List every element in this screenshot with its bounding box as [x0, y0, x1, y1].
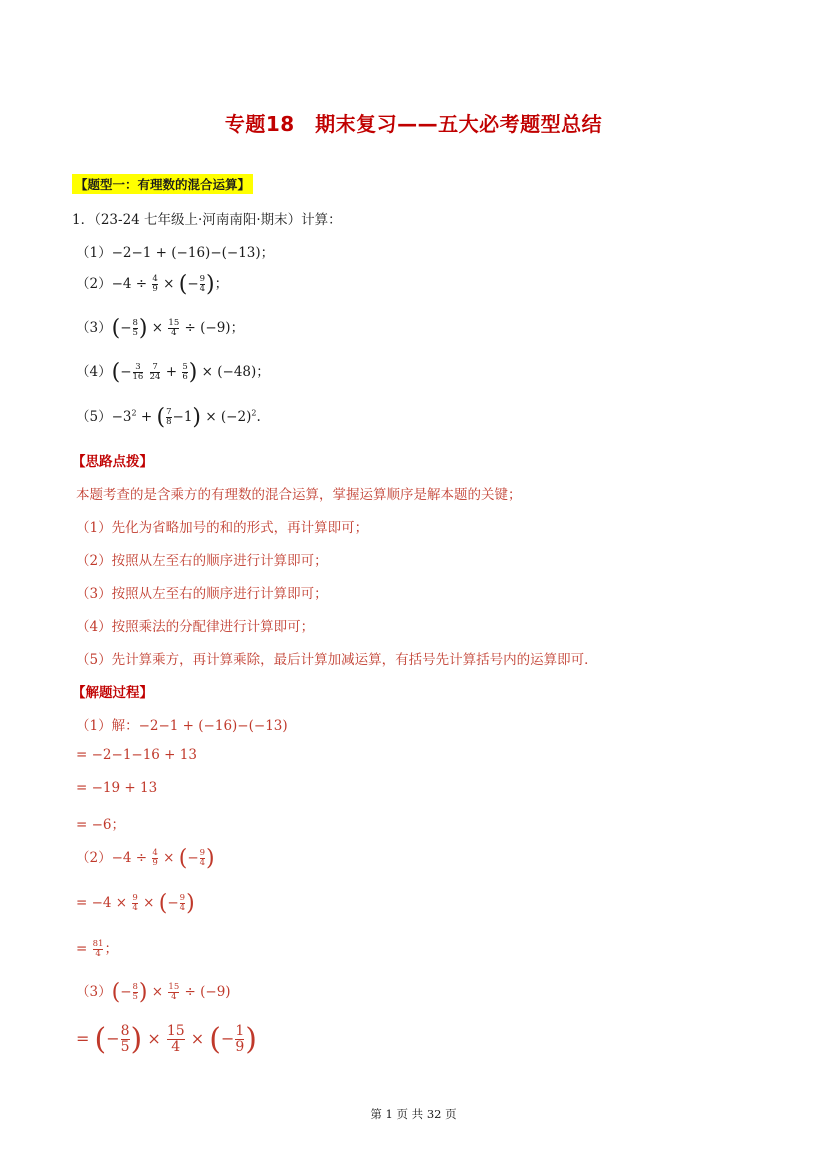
fraction: $\frac{1}{9}$: [235, 1023, 245, 1055]
solution-step: = $\frac{81}{4}$ ；: [76, 939, 118, 959]
section-heading: 【题型一：有理数的混合运算】: [72, 174, 253, 194]
expression-part: ÷ (−9)；: [180, 320, 245, 336]
solution-heading: 【解题过程】: [72, 685, 153, 701]
problem-1: [76, 241, 274, 261]
problem-number: （5）: [76, 409, 112, 425]
hint-line: （5）先计算乘方，再计算乘除，最后计算加减运算，有括号先计算括号内的运算即可．: [76, 652, 598, 668]
fraction: $\frac{3}{16}$: [132, 362, 144, 382]
hint-line: （4）按照乘法的分配律进行计算即可；: [76, 619, 315, 635]
hint-heading: 【思路点拨】: [72, 454, 153, 470]
problem-number: （4）: [76, 364, 112, 380]
page-footer: 第 1 页 共 32 页: [370, 1107, 457, 1121]
fraction: $\frac{15}{4}$: [168, 318, 180, 338]
hint-line: （3）按照从左至右的顺序进行计算即可；: [76, 586, 328, 602]
fraction: $\frac{7}{8}$: [166, 407, 172, 427]
solution-step: （2）−4 ÷ $\frac{4}{9}$ × (− $\frac{9}{4}$ ): [76, 846, 215, 871]
solution-step: = (− $\frac{8}{5}$ ) × $\frac{15}{4}$ × (− $\frac{1}{9}$ ): [76, 1022, 258, 1057]
expression-part: −4 ÷: [111, 276, 152, 292]
fraction: $\frac{4}{9}$: [152, 274, 158, 294]
problem-number: （1）: [76, 245, 112, 261]
fraction: $\frac{7}{24}$: [149, 362, 161, 382]
solution-step: = −19 + 13: [76, 780, 158, 796]
hint-line: 本题考查的是含乘方的有理数的混合运算，掌握运算顺序是解本题的关键；: [76, 487, 522, 503]
solution-step: （1）解：−2−1 + (−16)−(−13): [76, 718, 288, 734]
fraction: $\frac{5}{6}$: [182, 362, 188, 382]
expression-part: × (−2): [205, 409, 252, 425]
solution-step: （3）(− $\frac{8}{5}$ ) × $\frac{15}{4}$ ÷ (−9): [76, 980, 231, 1005]
problem-5: $(5)-3^2$ + ( $\frac{7}{8}$ $-1) \times (-2)^2$.: [76, 405, 261, 430]
solution-step: = −4 × $\frac{9}{4}$ × (− $\frac{9}{4}$ ): [76, 891, 195, 916]
fraction: $\frac{4}{9}$: [152, 848, 158, 868]
fraction: $\frac{9}{4}$: [132, 893, 138, 913]
problem-4: （4）(− $\frac{3}{16}$ $\frac{7}{24}$ + $\frac{5}{6}$ ) × (−48)；: [76, 360, 270, 385]
fraction: $\frac{15}{4}$: [166, 1023, 185, 1055]
expression-part: × (−48)；: [197, 364, 270, 380]
problem-2: （2）−4 ÷ $\frac{4}{9}$ × (− $\frac{9}{4}$ )；: [76, 272, 229, 297]
fraction: $\frac{9}{4}$: [179, 893, 186, 913]
fraction: $\frac{9}{4}$: [199, 274, 206, 294]
fraction: $\frac{81}{4}$: [92, 939, 104, 959]
fraction: $\frac{8}{5}$: [132, 318, 138, 338]
fraction: $\frac{8}{5}$: [120, 1023, 130, 1055]
solution-step: = −6；: [76, 817, 126, 833]
page-title: 专题18 期末复习——五大必考题型总结: [224, 112, 603, 136]
fraction: $\frac{15}{4}$: [168, 982, 180, 1002]
problem-3: （3）(− $\frac{8}{5}$ ) × $\frac{15}{4}$ ÷ (−9)；: [76, 316, 245, 341]
solution-step: = −2−1−16 + 13: [76, 747, 197, 763]
expression-part: −3: [111, 409, 132, 425]
problem-number: （3）: [76, 320, 112, 336]
question-intro: 1．（23-24 七年级上·河南南阳·期末）计算：: [72, 212, 342, 228]
fraction: $\frac{8}{5}$: [132, 982, 138, 1002]
hint-line: （1）先化为省略加号的和的形式，再计算即可；: [76, 520, 369, 536]
problem-number: （2）: [76, 276, 112, 292]
fraction: $\frac{9}{4}$: [199, 848, 206, 868]
hint-line: （2）按照从左至右的顺序进行计算即可；: [76, 553, 328, 569]
expression-part: ×: [158, 276, 179, 292]
expression: −2−1 + (−16)−(−13)；: [111, 245, 275, 261]
